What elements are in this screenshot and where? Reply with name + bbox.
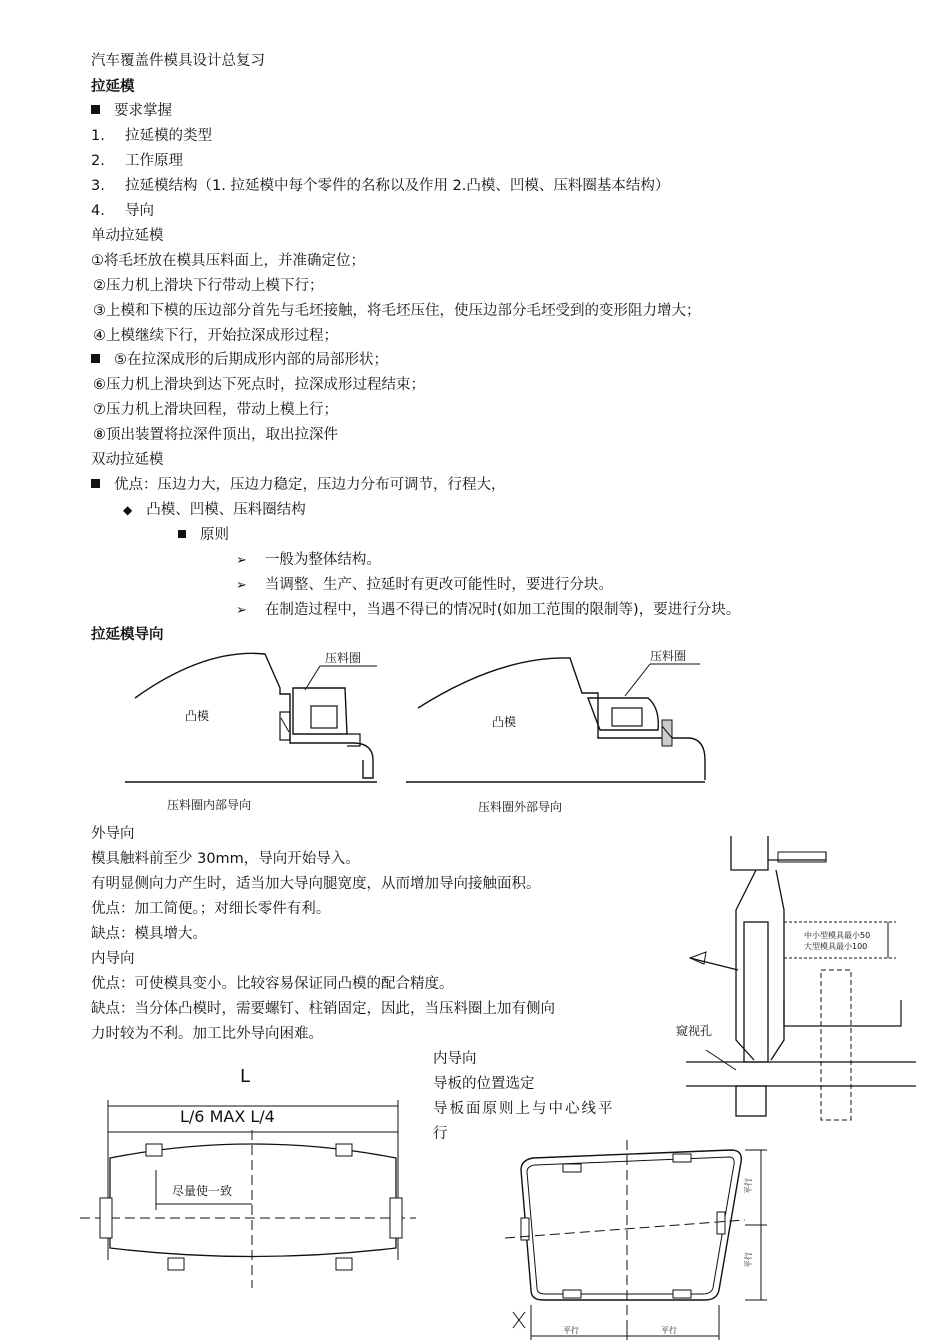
ring-label: 压料圈 [325, 651, 362, 665]
step-line: ②压力机上滑块下行带动上模下行； [93, 278, 324, 294]
parallel-label: 平行 [661, 1326, 677, 1335]
step-line: ⑧顶出装置将拉深件顶出，取出拉深件 [93, 427, 338, 443]
ring-label: 压料圈 [650, 649, 687, 663]
text-line: 行 [433, 1126, 448, 1142]
parallel-label: 平行 [744, 1178, 753, 1194]
peephole-label: 窥视孔 [676, 1024, 713, 1038]
bullet-text: 优点：压边力大，压边力稳定，压边力分布可调节，行程大， [114, 477, 506, 493]
figure-trapezoid-guide [505, 1140, 790, 1340]
arrow-item [236, 600, 740, 621]
step-line: ⑤在拉深成形的后期成形内部的局部形状； [114, 352, 388, 368]
text-line: 缺点：模具增大。 [91, 926, 207, 942]
length-label: L [240, 1066, 251, 1087]
item-number: 1. [91, 128, 105, 144]
text-line: 有明显侧向力产生时，适当加大导向腿宽度，从而增加导向接触面积。 [91, 876, 541, 892]
item-number: 3. [91, 178, 105, 194]
square-bullet-icon [91, 105, 100, 114]
bullet-text: 原则 [200, 527, 229, 543]
bullet-item [91, 475, 506, 495]
bullet-item [178, 525, 229, 545]
parallel-label: 平行 [744, 1252, 753, 1268]
figure-inner-guide [115, 648, 395, 813]
subheading-outer-guide: 外导向 [91, 826, 135, 842]
bullet-text: 凸模、凹模、压料圈结构 [146, 502, 306, 518]
numbered-item [91, 176, 669, 196]
text-line: 缺点：当分体凸模时，需要螺钉、柱销固定，因此，当压料圈上加有侧向 [91, 1001, 555, 1017]
step-line: ④上模继续下行，开始拉深成形过程； [93, 328, 338, 344]
text-line: 导板的位置选定 [433, 1076, 535, 1092]
numbered-item [91, 201, 154, 221]
rule-text: 一般为整体结构。 [264, 552, 381, 568]
subheading-double-action: 双动拉延模 [91, 452, 164, 468]
doc-title: 汽车覆盖件模具设计总复习 [91, 53, 265, 69]
step-line: ⑦压力机上滑块回程，带动上模上行； [93, 402, 338, 418]
item-number: 4. [91, 203, 105, 219]
arrow-bullet-icon: ➢ [236, 578, 247, 593]
arrow-item [236, 575, 613, 596]
diamond-item [123, 500, 306, 520]
arrow-bullet-icon: ➢ [236, 553, 247, 568]
step-line: ⑥压力机上滑块到达下死点时，拉深成形过程结束； [93, 377, 425, 393]
parallel-label: 平行 [563, 1326, 579, 1335]
square-bullet-icon [178, 530, 186, 538]
figure-guide-plate-layout [80, 1060, 420, 1290]
section-heading-draw-die: 拉延模 [91, 79, 135, 95]
square-bullet-icon [91, 479, 100, 488]
figure-caption: 压料圈内部导向 [167, 798, 252, 812]
arrow-bullet-icon: ➢ [236, 603, 247, 618]
square-bullet-icon [91, 354, 100, 363]
item-text: 导向 [125, 203, 154, 219]
step-line: ①将毛坯放在模具压料面上，并准确定位； [91, 253, 365, 269]
punch-label: 凸模 [492, 715, 517, 729]
dimension-label: L/6 MAX L/4 [180, 1107, 275, 1126]
arrow-item [236, 550, 381, 571]
text-line: 力时较为不利。加工比外导向困难。 [91, 1026, 323, 1042]
text-line: 模具触料前至少 30mm，导向开始导入。 [91, 851, 360, 867]
bullet-item [91, 350, 388, 370]
note-small-die: 中小型模具最小50 [804, 931, 871, 940]
diamond-bullet-icon: ◆ [123, 503, 133, 517]
text-line: 优点：可使模具变小。比较容易保证同凸模的配合精度。 [91, 976, 454, 992]
subheading-inner-guide: 内导向 [91, 951, 135, 967]
bullet-item [91, 101, 172, 121]
item-text: 拉延模结构（1. 拉延模中每个零件的名称以及作用 2.凸模、凹模、压料圈基本结构） [125, 178, 670, 194]
step-line: ③上模和下模的压边部分首先与毛坯接触，将毛坯压住，使压边部分毛坯受到的变形阻力增大； [93, 303, 701, 319]
item-number: 2. [91, 153, 105, 169]
rule-text: 当调整、生产、拉延时有更改可能性时，要进行分块。 [264, 577, 613, 593]
figure-guide-post [676, 830, 921, 1120]
numbered-item [91, 151, 183, 171]
figure-caption: 压料圈外部导向 [478, 800, 563, 814]
text-line: 导板面原则上与中心线平 [433, 1101, 615, 1117]
consistency-note: 尽量使一致 [172, 1184, 233, 1198]
figure-outer-guide [400, 648, 715, 813]
text-line: 优点：加工简便。；对细长零件有利。 [91, 901, 331, 917]
numbered-item [91, 126, 212, 146]
note-large-die: 大型模具最小100 [804, 942, 868, 951]
item-text: 拉延模的类型 [125, 128, 212, 144]
section-heading-guide: 拉延模导向 [91, 627, 164, 643]
bullet-text: 要求掌握 [114, 103, 172, 119]
subheading-inner-guide-2: 内导向 [433, 1051, 477, 1067]
item-text: 工作原理 [125, 153, 183, 169]
rule-text: 在制造过程中，当遇不得已的情况时(如加工范围的限制等)，要进行分块。 [264, 602, 741, 618]
punch-label: 凸模 [185, 709, 210, 723]
subheading-single-action: 单动拉延模 [91, 228, 164, 244]
